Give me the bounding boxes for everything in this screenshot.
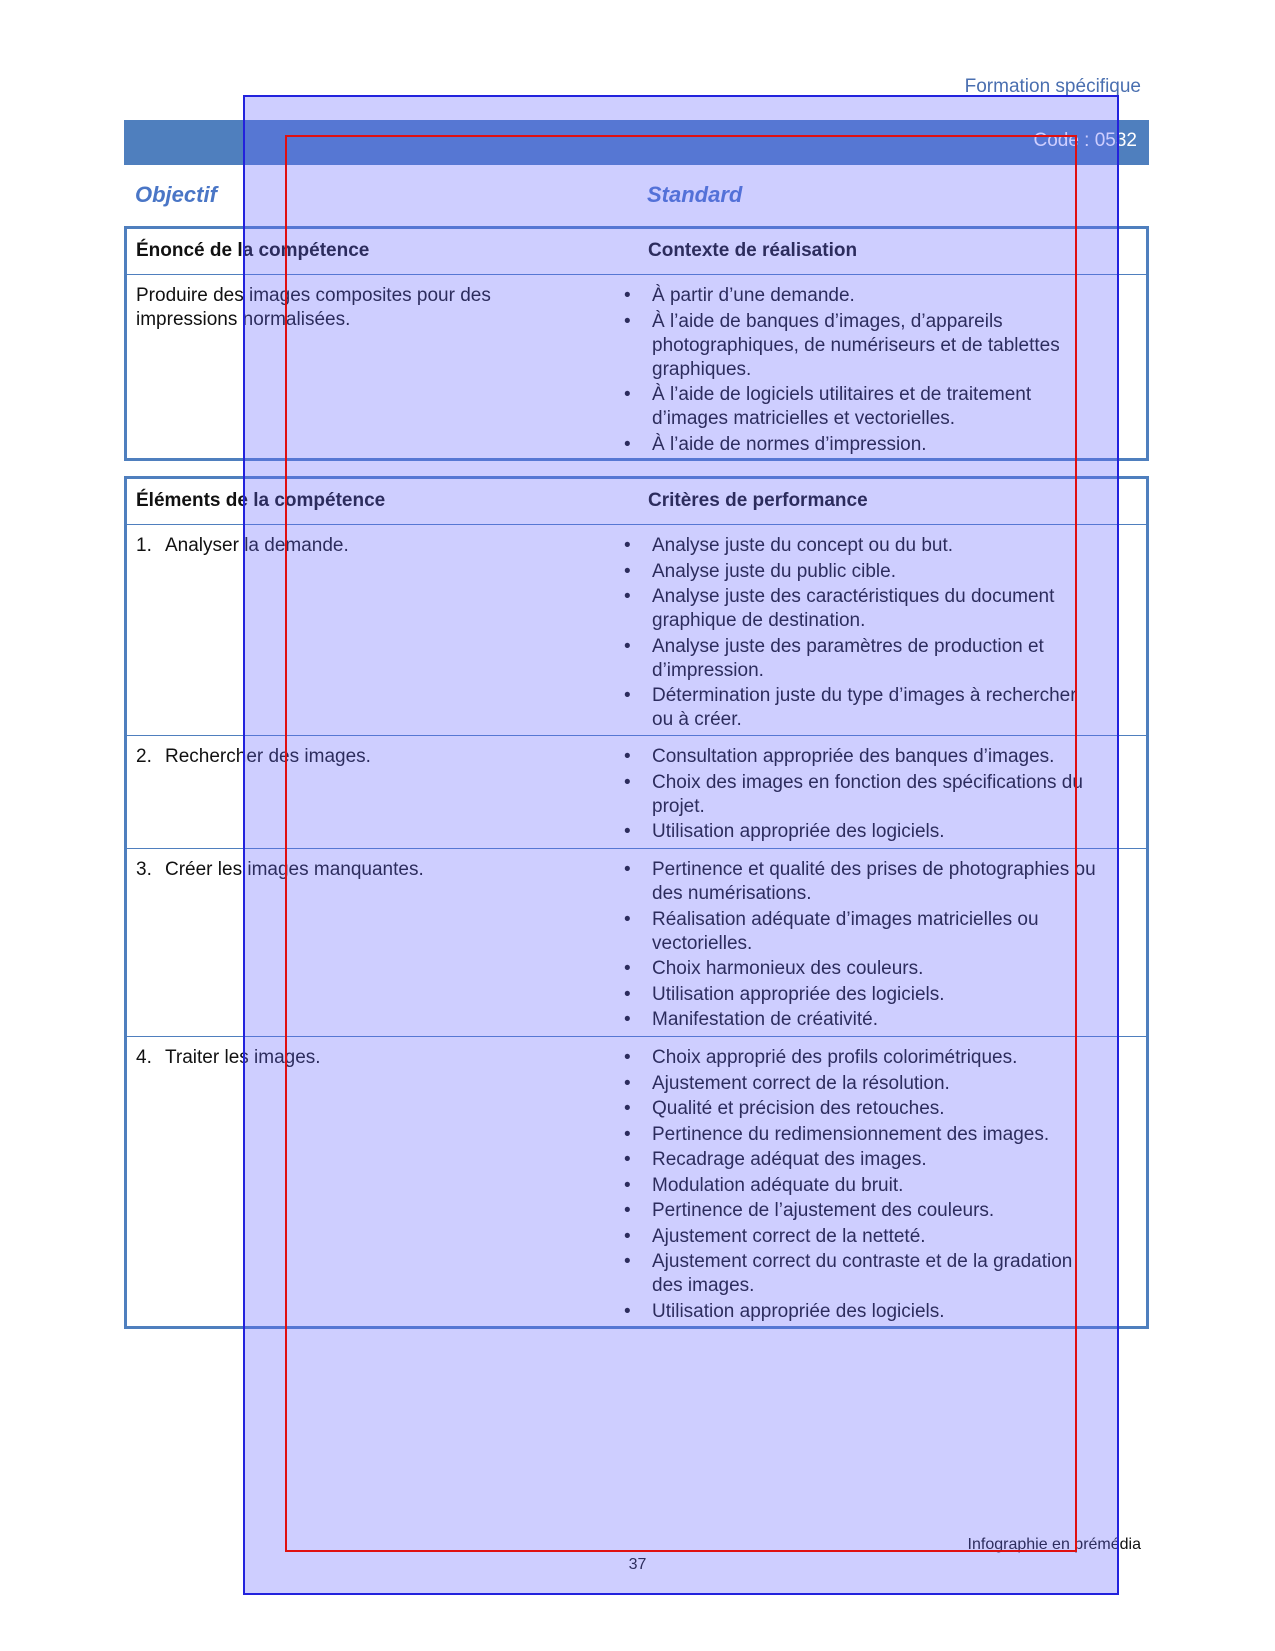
competence-body-row bbox=[127, 275, 1146, 458]
criteria-item: • Pertinence de l’ajustement des couleurs. bbox=[622, 1199, 1102, 1223]
criteria-cell bbox=[622, 745, 1102, 846]
context-item: • À l’aide de logiciels utilitaires et de traitement d’images matricielles et vectorielles. bbox=[622, 383, 1102, 431]
criteria-item: • Choix des images en fonction des spécifications du projet. bbox=[622, 771, 1102, 819]
criteria-item: • Ajustement correct de la résolution. bbox=[622, 1072, 1102, 1096]
section-title: Formation spécifique bbox=[964, 76, 1141, 97]
objectif-label: Objectif bbox=[135, 182, 217, 207]
criteria-item: • Utilisation appropriée des logiciels. bbox=[622, 983, 1102, 1007]
criteria-item: • Choix harmonieux des couleurs. bbox=[622, 957, 1102, 981]
elements-header-right: Critères de performance bbox=[648, 490, 868, 511]
criteria-item: • Ajustement correct du contraste et de la gradation des images. bbox=[622, 1250, 1102, 1298]
criteria-cell bbox=[622, 1046, 1102, 1325]
criteria-list bbox=[622, 745, 1102, 844]
context-item: • À partir d’une demande. bbox=[622, 284, 1102, 308]
criteria-cell bbox=[622, 534, 1102, 734]
criteria-item: • Réalisation adéquate d’images matricielles ou vectorielles. bbox=[622, 908, 1102, 956]
competence-header-right: Contexte de réalisation bbox=[648, 240, 858, 261]
criteria-item: • Analyse juste des paramètres de production et d’impression. bbox=[622, 635, 1102, 683]
criteria-list bbox=[622, 858, 1102, 1032]
criteria-item: • Analyse juste du public cible. bbox=[622, 560, 1102, 584]
competence-header-row bbox=[127, 229, 1146, 275]
criteria-cell bbox=[622, 858, 1102, 1034]
element-label: 1. Analyser la demande. bbox=[136, 535, 349, 556]
element-label: 4. Traiter les images. bbox=[136, 1047, 321, 1068]
course-code: Code : 0532 bbox=[1033, 130, 1137, 151]
header-bar bbox=[124, 120, 1149, 165]
criteria-item: • Recadrage adéquat des images. bbox=[622, 1148, 1102, 1172]
criteria-item: • Pertinence du redimensionnement des images. bbox=[622, 1123, 1102, 1147]
element-row-3 bbox=[127, 849, 1146, 1037]
elements-header-left: Éléments de la compétence bbox=[136, 490, 386, 511]
element-label: 3. Créer les images manquantes. bbox=[136, 859, 424, 880]
competence-table bbox=[124, 226, 1149, 461]
criteria-item: • Détermination juste du type d’images à rechercher ou à créer. bbox=[622, 684, 1102, 732]
criteria-list bbox=[622, 1046, 1102, 1324]
context-cell bbox=[622, 284, 1102, 458]
context-list bbox=[622, 284, 1102, 457]
criteria-item: • Consultation appropriée des banques d’images. bbox=[622, 745, 1102, 769]
page-number: 37 bbox=[628, 1556, 647, 1573]
criteria-list bbox=[622, 534, 1102, 732]
footer-program-name: Infographie en prémédia bbox=[967, 1536, 1141, 1553]
element-row-2 bbox=[127, 736, 1146, 849]
criteria-item: • Qualité et précision des retouches. bbox=[622, 1097, 1102, 1121]
context-item: • À l’aide de banques d’images, d’appareils photographiques, de numériseurs et de tablettes graphiques. bbox=[622, 310, 1102, 382]
element-row-1 bbox=[127, 525, 1146, 736]
standard-label: Standard bbox=[647, 182, 743, 207]
context-item: • À l’aide de normes d’impression. bbox=[622, 433, 1102, 457]
elements-table bbox=[124, 476, 1149, 1329]
criteria-item: • Analyse juste du concept ou du but. bbox=[622, 534, 1102, 558]
competence-statement: Produire des images composites pour des impressions normalisées. bbox=[136, 285, 491, 330]
element-label: 2. Rechercher des images. bbox=[136, 746, 371, 767]
criteria-item: • Analyse juste des caractéristiques du document graphique de destination. bbox=[622, 585, 1102, 633]
criteria-item: • Pertinence et qualité des prises de photographies ou des numérisations. bbox=[622, 858, 1102, 906]
criteria-item: • Ajustement correct de la netteté. bbox=[622, 1225, 1102, 1249]
criteria-item: • Utilisation appropriée des logiciels. bbox=[622, 820, 1102, 844]
elements-header-row bbox=[127, 479, 1146, 525]
criteria-item: • Manifestation de créativité. bbox=[622, 1008, 1102, 1032]
criteria-item: • Choix approprié des profils colorimétriques. bbox=[622, 1046, 1102, 1070]
element-row-4 bbox=[127, 1037, 1146, 1326]
criteria-item: • Modulation adéquate du bruit. bbox=[622, 1174, 1102, 1198]
criteria-item: • Utilisation appropriée des logiciels. bbox=[622, 1300, 1102, 1324]
competence-header-left: Énoncé de la compétence bbox=[136, 240, 370, 261]
